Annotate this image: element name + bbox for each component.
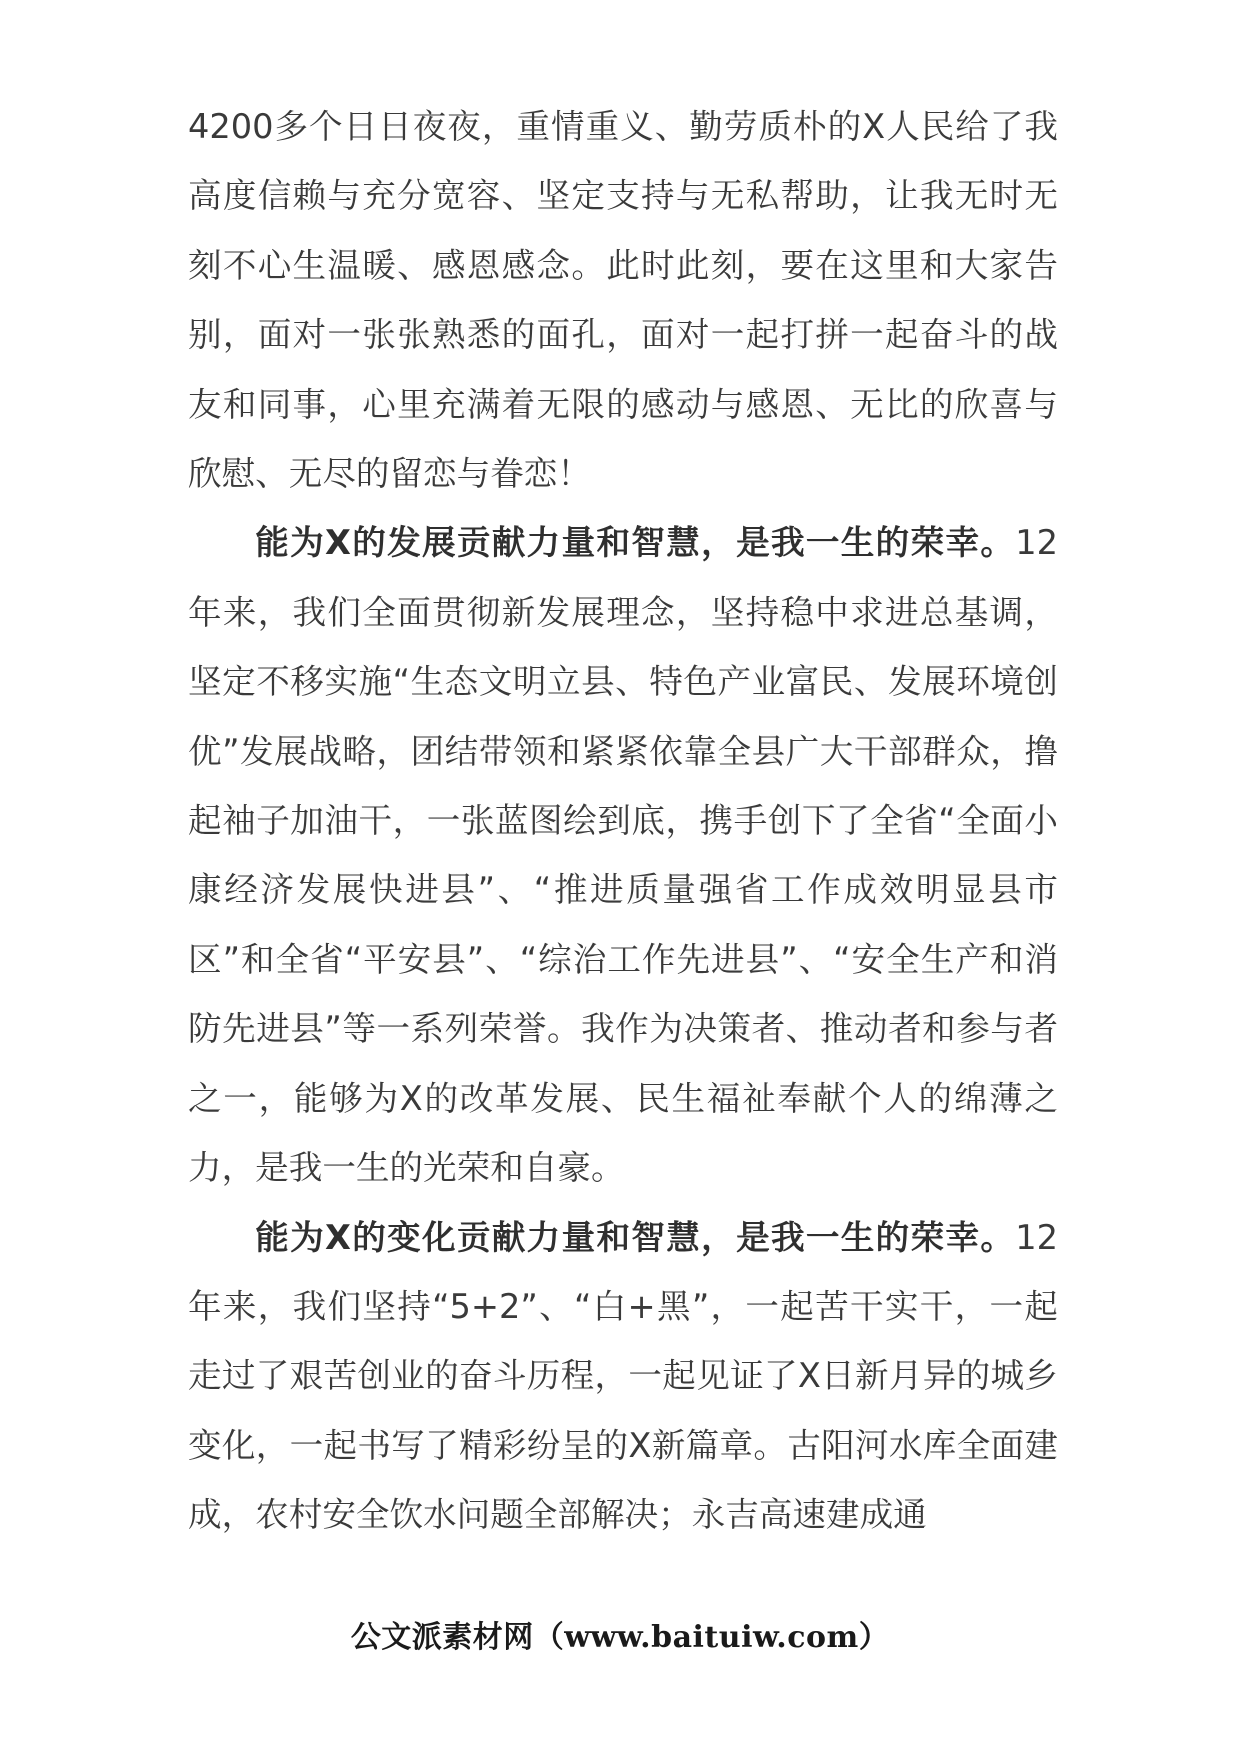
paragraph-2-lead: 能为X的发展贡献力量和智慧，是我一生的荣幸。 [255,523,1016,563]
paragraph-2 [188,508,1058,1202]
paragraph-3-lead: 能为X的变化贡献力量和智慧，是我一生的荣幸。 [255,1217,1016,1257]
paragraph-3 [188,1203,1058,1550]
footer-watermark: 公文派素材网（www.baituiw.com） [350,1620,890,1655]
document-body [188,92,1058,1550]
paragraph-1 [188,92,1058,508]
paragraph-3-text: 12年来，我们坚持“5+2”、“白+黑”，一起苦干实干，一起走过了艰苦创业的奋斗历程，一起见证了X日新月异的城乡变化，一起书写了精彩纷呈的X新篇章。古阳河水库全面建成，农村安全饮水问题全部解决；永吉高速建成通 [188,1217,1058,1535]
paragraph-2-text: 12年来，我们全面贯彻新发展理念，坚持稳中求进总基调，坚定不移实施“生态文明立县、特色产业富民、发展环境创优”发展战略，团结带领和紧紧依靠全县广大干部群众，撸起袖子加油干，一张蓝图绘到底，携手创下了全省“全面小康经济发展快进县”、“推进质量强省工作成效明显县市区”和全省“平安县”、“综治工作先进县”、“安全生产和消防先进县”等一系列荣誉。我作为决策者、推动者和参与者之一，能够为X的改革发展、民生福祉奉献个人的绵薄之力，是我一生的光荣和自豪。 [188,523,1058,1188]
paragraph-1-text: 4200多个日日夜夜，重情重义、勤劳质朴的X人民给了我高度信赖与充分宽容、坚定支持与无私帮助，让我无时无刻不心生温暖、感恩感念。此时此刻，要在这里和大家告别，面对一张张熟悉的面孔，面对一起打拼一起奋斗的战友和同事，心里充满着无限的感动与感恩、无比的欣喜与欣慰、无尽的留恋与眷恋！ [188,107,1058,494]
